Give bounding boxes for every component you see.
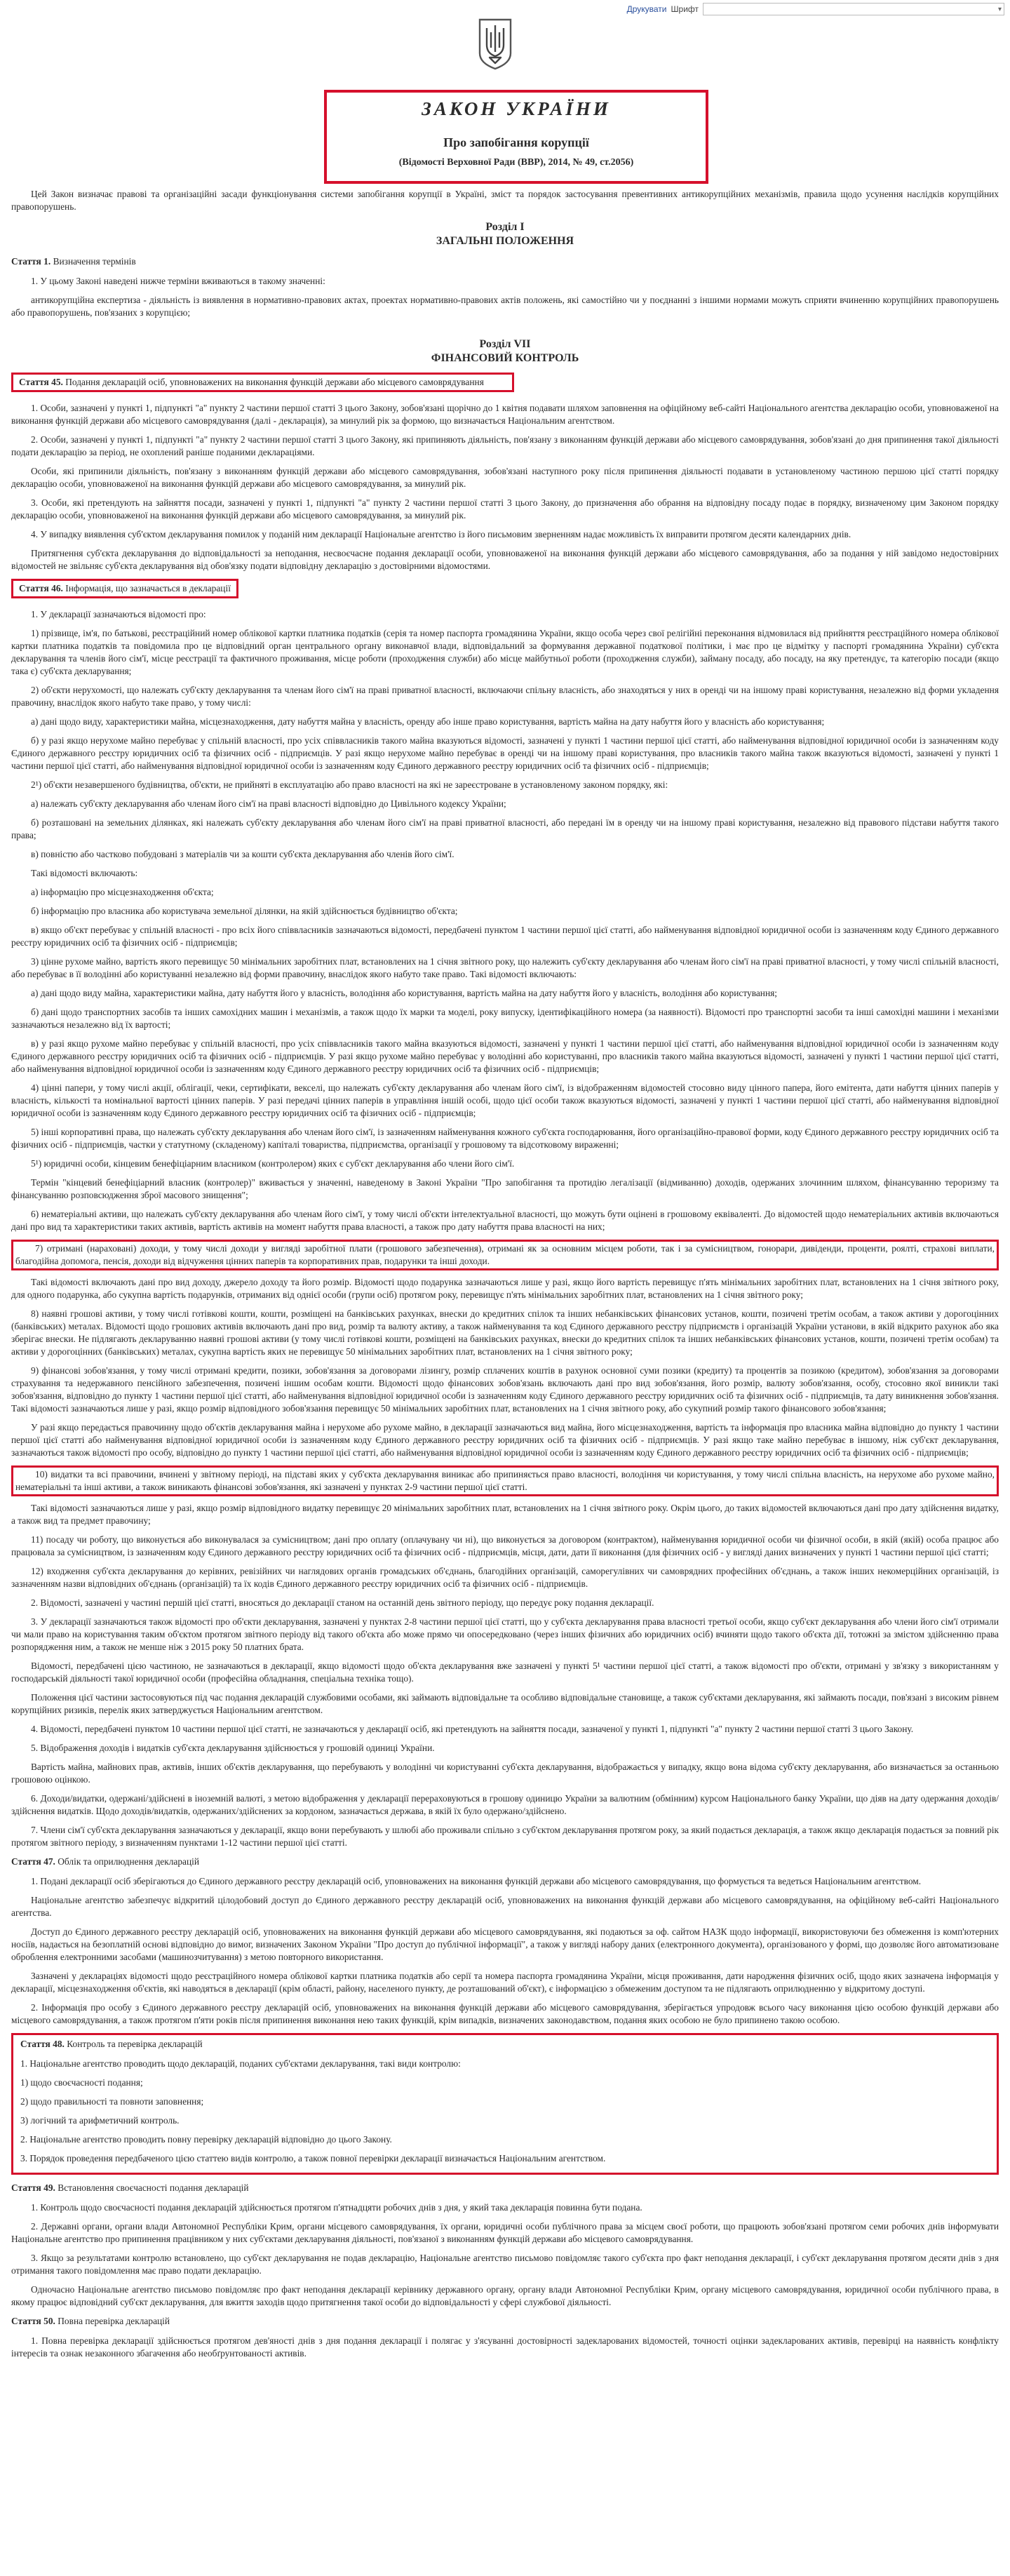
paragraph: 2. Національне агентство проводить повну перевірку декларацій відповідно до цього Закону. [20, 2134, 392, 2145]
paragraph: в) у разі якщо рухоме майно перебуває у спільній власності, про усіх співвласників такого майна вказуються відомості, зазначені у пункті 1 частини першої цієї статті, або найменування відповідної юридичної особи із зазначенням коду Єдиного державного реєстру юридичних осіб та фізичних осіб - підприємців. У разі якщо рухоме майно перебуває у володінні або користуванні, про власників такого майна вказуються відомості, зазначені у пункті 1 частини першої цієї статті, або найменування відповідної юридичної особи із зазначенням коду Єдиного державного реєстру юридичних осіб та фізичних осіб - підприємців; [11, 1038, 999, 1074]
paragraph: в) повністю або частково побудовані з матеріалів чи за кошти суб'єкта декларування або членів його сім'ї. [31, 849, 454, 859]
paragraph: Такі відомості включають: [31, 868, 138, 878]
paragraph: Такі відомості включають дані про вид доходу, джерело доходу та його розмір. Відомості щодо подарунка зазначаються лише у разі, якщо його вартість перевищує п'ять мінімальних заробітних плат, встановлених на 1 січня звітного року, для одного подарунка, або сукупна вартість подарунків, отриманих від однієї особи (групи осіб) протягом року, перевищує п'ять мінімальних заробітних плат, встановлених на 1 січня звітного року; [11, 1277, 999, 1300]
paragraph: 7. Члени сім'ї суб'єкта декларування зазначаються у декларації, якщо вони перебувають у шлюбі або проживали спільно з суб'єктом декларування протягом року, за який подається декларація, а також якщо декларація подається за повний рік протягом звітного періоду, з визначенням пунктами 1-12 частини першої цієї статті. [11, 1825, 999, 1848]
paragraph: 2) щодо правильності та повноти заповнення; [20, 2096, 204, 2107]
paragraph: 4) цінні папери, у тому числі акції, облігації, чеки, сертифікати, векселі, що належать суб'єкту декларування або членам його сім'ї, із відображенням відомостей стосовно виду цінного папера, його емітента, дати набуття цінних паперів у власність, кількості та номінальної вартості цінних паперів. У разі передачі цінних паперів в управління іншій особі, щодо цієї особи також вказуються відомості, зазначені у пункті 1 частини першої цієї статті, або найменування відповідної юридичної особи із зазначенням коду Єдиного державного реєстру юридичних осіб та фізичних осіб - підприємців; [11, 1082, 999, 1118]
paragraph: Положення цієї частини застосовуються під час подання декларацій службовими особами, які займають відповідальне та особливо відповідальне становище, а також суб'єктами декларування, які займають посади, пов'язані з високим рівнем корупційних ризиків, перелік яких затверджується Національним агентством. [11, 1692, 999, 1715]
paragraph: Відомості, передбачені цією частиною, не зазначаються в декларації, якщо відомості щодо об'єкта декларування вже зазначені у пункті 5¹ частини першої цієї статті, а також відомості про об'єкти, отримані у зв'язку з використанням у господарській діяльності такої юридичної особи (професійна обладнання, спеціальна техніка тощо). [11, 1661, 999, 1684]
article-46-heading: Стаття 46. Інформація, що зазначається в декларації [11, 579, 999, 601]
law-source: (Відомості Верховної Ради (ВВР), 2014, № 49, ст.2056) [398, 157, 634, 168]
paragraph: 12) входження суб'єкта декларування до керівних, ревізійних чи наглядових органів громадських об'єднань, благодійних організацій, саморегулівних чи самоврядних професійних об'єднань, а також інших некомерційних організацій, із зазначенням назви відповідних об'єднань (організацій) та їх кодів Єдиного державного реєстру юридичних осіб та фізичних осіб - підприємців. [11, 1566, 999, 1589]
paragraph: 1. Контроль щодо своєчасності подання декларацій здійснюється протягом п'ятнадцяти робочих днів з дня, у який така декларація повинна бути подана. [31, 2202, 642, 2213]
paragraph: 1. Національне агентство проводить щодо декларацій, поданих суб'єктами декларування, такі види контролю: [20, 2058, 461, 2069]
article-49-heading: Стаття 49. Встановлення своєчасності подання декларацій [11, 2182, 249, 2193]
paragraph: а) належать суб'єкту декларування або членам його сім'ї на праві власності відповідно до Цивільного кодексу України; [31, 798, 506, 809]
paragraph: б) інформацію про власника або користувача земельної ділянки, на якій здійснюється будівництво об'єкта; [31, 906, 458, 916]
paragraph: 5¹) юридичні особи, кінцевим бенефіціарним власником (контролером) яких є суб'єкт декларування або члени його сім'ї. [31, 1158, 515, 1169]
article-1-heading: Стаття 1. Визначення термінів [11, 256, 136, 267]
paragraph: 3. Якщо за результатами контролю встановлено, що суб'єкт декларування не подав декларацію, Національне агентство письмово повідомляє такого суб'єкта про факт неподання декларації, і суб'єкт декларування протягом десяти днів з дня отримання такого повідомлення має право подати декларацію. [11, 2253, 999, 2276]
paragraph: 3. Особи, які претендують на зайняття посади, зазначені у пункті 1, підпункті "а" пункту 2 частини першої статті 3 цього Закону, до призначення або обрання на відповідну посаду подає в порядку, визначеному цим Законом порядку декларацію особи, уповноваженої на виконання функцій держави або місцевого самоврядування, за минулий рік. [11, 497, 999, 521]
paragraph: 5. Відображення доходів і видатків суб'єкта декларування здійснюється у грошовій одиниці України. [31, 1743, 435, 1753]
title-block [324, 90, 708, 184]
paragraph: У разі якщо передається правочинну щодо об'єктів декларування майна і нерухоме або рухоме майно, в декларації зазначаються вид майна, його місцезнаходження, вартість та інформація про власника майна відповідно до пункту 1 частини першої цієї статті або найменування відповідної юридичної особи із зазначенням коду Єдиного державного реєстру юридичних осіб та фізичних осіб - підприємців. У разі якщо таке майно перебуває в іншому, ніж суб'єкт декларування, зазначаються також відомості про особу, відповідно до пункту 1 частини першої цієї статті, або найменування відповідної юридичної особи із зазначенням коду Єдиного державного реєстру юридичних осіб та фізичних осіб - підприємців; [11, 1422, 999, 1458]
document-body [11, 188, 999, 2366]
intro-paragraph: Цей Закон визначає правові та організаційні засади функціонування системи запобігання корупції в Україні, зміст та порядок застосування превентивних антикорупційних механізмів, правила щодо усунення наслідків корупційних правопорушень. [11, 189, 999, 212]
highlighted-income-item [11, 1240, 999, 1270]
font-select[interactable] [703, 3, 1004, 15]
toolbar [621, 0, 1010, 18]
paragraph: 4. У випадку виявлення суб'єктом декларування помилок у поданій ним декларації Національне агентство із його письмовим зверненням надає можливість їх виправити протягом десяти календарних днів. [31, 529, 851, 539]
paragraph: 3. У декларації зазначаються також відомості про об'єкти декларування, зазначені у пунктах 2-8 частини першої цієї статті, що у суб'єкта декларування права власності третьої особи, якщо суб'єкт декларування або члени його сім'ї отримали чи мали право на користування таким об'єктом протягом звітного періоду від такого об'єкта або може прямо чи опосередковано (через інших фізичних або юридичних осіб) вчиняти щодо такого об'єкта дії, тотожні за змістом здійсненню права розпорядження ним, а також не менше ніж з 2015 року 50 платних брата. [11, 1616, 999, 1652]
paragraph: а) інформацію про місцезнаходження об'єкта; [31, 887, 214, 897]
article-48-block [11, 2033, 999, 2175]
trident-emblem-icon [477, 17, 513, 70]
font-label: Шрифт [671, 4, 699, 14]
paragraph: 6. Доходи/видатки, одержані/здійснені в іноземній валюті, з метою відображення у декларації перераховуються в грошову одиницю України за валютним (обмінним) курсом Національного банку України, що діяв на дату одержання доходів/здійснення видатків. Щодо доходів/видатків, одержаних/здійснених за кордоном, зазначається держава, в якій їх було одержано/здійснено. [11, 1793, 999, 1816]
section-7-heading: Розділ VII ФІНАНСОВИЙ КОНТРОЛЬ [431, 338, 579, 364]
article-47-heading: Стаття 47. Облік та оприлюднення декларацій [11, 1856, 200, 1867]
paragraph: 3. Порядок проведення передбаченого цією статтею видів контролю, а також повної перевірки декларації визначається Національним агентством. [20, 2153, 606, 2164]
paragraph: 3) логічний та арифметичний контроль. [20, 2115, 180, 2126]
article-45-heading: Стаття 45. Подання декларацій осіб, уповноважених на виконання функцій держави або місцевого самоврядування [11, 373, 999, 395]
highlighted-expenses-item [11, 1465, 999, 1496]
paragraph: 2. Особи, зазначені у пункті 1, підпункті "а" пункту 2 частини першої статті 3 цього Закону, які припиняють діяльність, пов'язану з виконанням функцій держави або місцевого самоврядування, зобов'язані до дня припинення такої діяльності подати декларацію за період, не охоплений раніше поданими деклараціями. [11, 434, 999, 457]
paragraph: а) дані щодо виду, характеристики майна, місцезнаходження, дату набуття майна у власність, оренду або інше право користування, вартість майна на дату набуття його у власність або користування; [31, 716, 825, 727]
paragraph: 2¹) об'єкти незавершеного будівництва, об'єкти, не прийняті в експлуатацію або право власності на які не зареєстроване в установленому законом порядку, які: [31, 779, 668, 790]
print-link[interactable]: Друкувати [626, 4, 667, 14]
paragraph: Такі відомості зазначаються лише у разі, якщо розмір відповідного видатку перевищує 20 мінімальних заробітних плат, встановлених на 1 січня звітного року. Окрім цього, до таких відомостей включаються дані про дату здійснення видатку, а також вид та предмет правочину; [11, 1503, 999, 1526]
paragraph: антикорупційна експертиза - діяльність із виявлення в нормативно-правових актах, проектах нормативно-правових актів положень, які самостійно чи у поєднанні з іншими нормами можуть сприяти вчиненню корупційних правопорушень або правопорушень, пов'язаних з корупцією; [11, 295, 999, 318]
article-50-heading: Стаття 50. Повна перевірка декларацій [11, 2316, 170, 2326]
paragraph: 1. Повна перевірка декларації здійснюється протягом дев'яності днів з дня подання декларації і полягає у з'ясуванні достовірності задекларованих відомостей, точності оцінки задекларованих активів, перевірці на наявність конфлікту інтересів та ознак незаконного збагачення або необґрунтованості активів. [11, 2335, 999, 2359]
paragraph: 5) інші корпоративні права, що належать суб'єкту декларування або членам його сім'ї, із зазначенням найменування кожного суб'єкта господарювання, його організаційно-правової форми, коду Єдиного державного реєстру юридичних осіб та фізичних осіб - підприємців, частки у статутному (складеному) капіталі товариства, підприємства, організації у грошовому та відсотковому вираженні; [11, 1127, 999, 1150]
paragraph: 1. У декларації зазначаються відомості про: [31, 609, 206, 619]
paragraph: Національне агентство забезпечує відкритий цілодобовий доступ до Єдиного державного реєстру декларацій осіб, уповноважених на виконання функцій держави або місцевого самоврядування, на офіційному веб-сайті Національного агентства. [11, 1895, 999, 1918]
paragraph: 8) наявні грошові активи, у тому числі готівкові кошти, кошти, розміщені на банківських рахунках, внески до кредитних спілок та інших небанківських фінансових установ, кошти, позичені третім особам, а також активи у дорогоцінних (банківських) металах. Відомості щодо грошових активів включають дані про вид, розмір та валюту активу, а також найменування та код Єдиного державного реєстру підприємств і організацій України установи, в якій відкрито рахунок або яка зберігає внески. Не підлягають декларуванню наявні грошові активи (у тому числі готівкові кошти, розміщені на банківських рахунках, внески до кредитних спілок та інших небанківських фінансових установ, кошти, позичені третім особам) та активи у дорогоцінних (банківських) металах, сукупна вартість яких не перевищує 50 мінімальних заробітних плат, встановлених на 1 січня звітного року; [11, 1308, 999, 1357]
paragraph: Особи, які припинили діяльність, пов'язану з виконанням функцій держави або місцевого самоврядування, зобов'язані наступного року після припинення діяльності подавати в установленому частиною першою цієї статті порядку декларацію особи, уповноваженої на виконання функцій держави або місцевого самоврядування, за минулий рік. [11, 466, 999, 489]
paragraph: 2. Відомості, зазначені у частині першій цієї статті, вносяться до декларації станом на останній день звітного періоду, що передує року подання декларації. [31, 1597, 654, 1608]
paragraph: в) якщо об'єкт перебуває у спільній власності - про всіх його співвласників зазначаються відомості, передбачені пунктом 1 частини першої цієї статті, або найменування відповідної юридичної особи із зазначенням коду Єдиного державного реєстру юридичних осіб та фізичних осіб - підприємців; [11, 925, 999, 948]
paragraph: 3) цінне рухоме майно, вартість якого перевищує 50 мінімальних заробітних плат, встановлених на 1 січня звітного року, що належить суб'єкту декларування або членам його сім'ї на праві приватної власності, у тому числі спільній власності, або перебуває в її володінні або користуванні незалежно від форми правочину, внаслідок якого набуто таке право. Такі відомості включають: [11, 956, 999, 979]
paragraph: 6) нематеріальні активи, що належать суб'єкту декларування або членам його сім'ї, у тому числі об'єкти інтелектуальної власності, що можуть бути оцінені в грошовому еквіваленті. До відомостей щодо нематеріальних активів включаються дані про вид та характеристики таких активів, вартість активів на момент набуття права власності, а також про дату набуття права власності на них; [11, 1209, 999, 1232]
paragraph: 1. У цьому Законі наведені нижче терміни вживаються в такому значенні: [31, 276, 325, 286]
section-1-heading: Розділ I ЗАГАЛЬНІ ПОЛОЖЕННЯ [436, 221, 574, 247]
paragraph: б) у разі якщо нерухоме майно перебуває у спільній власності, про усіх співвласників такого майна вказуються відомості, зазначені у пункті 1 частини першої цієї статті, або найменування відповідної юридичної особи із зазначенням коду Єдиного державного реєстру юридичних осіб та фізичних осіб - підприємців. У разі якщо нерухоме майно перебуває в оренді чи на іншому праві користування, про власників такого майна також вказуються відомості, зазначені у пункті 1 частини першої цієї статті, або найменування відповідної юридичної особи із зазначенням коду Єдиного державного реєстру юридичних осіб та фізичних осіб - підприємців; [11, 735, 999, 771]
paragraph: Одночасно Національне агентство письмово повідомляє про факт неподання декларації керівнику державного органу, органу влади Автономної Республіки Крим, органу місцевого самоврядування, юридичної особи публічного права, в якому працює відповідний суб'єкт декларування, для вжиття заходів щодо притягнення такої особи до відповідальності у сфері службової діяльності. [11, 2284, 999, 2307]
paragraph: Доступ до Єдиного державного реєстру декларацій осіб, уповноважених на виконання функцій держави або місцевого самоврядування, які подаються за оф. сайтом НАЗК щодо інформації, використовуючи без обмеження із комп'ютерних носіїв, надається на безоплатній основі відповідно до вимог, визначених Законом України "Про доступ до публічної інформації", а також у вигляді набору даних (електронного документа), організованого у формі, що дозволяє його автоматизоване оброблення електронними засобами (машинозчитування) з метою повторного використання. [11, 1926, 999, 1962]
paragraph: 1) прізвище, ім'я, по батькові, реєстраційний номер облікової картки платника податків (серія та номер паспорта громадянина України, якщо особа через свої релігійні переконання відмовилася від прийняття реєстраційного номера облікової картки платника податків та повідомила про це відповідний орган центрального органу виконавчої влади, відповідальний за формування державної податкової політики, і має про це відмітку у паспорті громадянина України) суб'єкта декларування та членів його сім'ї, місце реєстрації та фактичного проживання, місце роботи (проходження служби) або місце майбутньої роботи (проходження служби), займану посаду, або посаду, на яку претендує, та категорію посади (якщо така є) суб'єкта декларування; [11, 628, 999, 676]
paragraph: 2) об'єкти нерухомості, що належать суб'єкту декларування та членам його сім'ї на праві приватної власності, включаючи спільну власність, або знаходяться у них в оренді чи на іншому праві користування, незалежно від форми укладення правочину, внаслідок якого набуто таке право, у тому числі: [11, 685, 999, 708]
chevron-down-icon: ▾ [997, 5, 1002, 13]
paragraph: 2. Інформація про особу з Єдиного державного реєстру декларацій осіб, уповноважених на виконання функцій держави або місцевого самоврядування, зберігається упродовж всього часу виконання цією особою функцій держави або місцевого самоврядування, а також протягом п'яти років після припинення виконання нею таких функцій, крім випадків, визначених законодавством, подання яких особою не було припинено такою особою. [11, 2002, 999, 2025]
paragraph: 4. Відомості, передбачені пунктом 10 частини першої цієї статті, не зазначаються у декларації осіб, які претендують на зайняття посади, зазначеної у пункті 1, підпункті "а" пункту 2 частини першої статті 3 цього Закону. [31, 1724, 914, 1734]
paragraph: 1. Особи, зазначені у пункті 1, підпункті "а" пункту 2 частини першої статті 3 цього Закону, зобов'язані щорічно до 1 квітня подавати шляхом заповнення на офіційному веб-сайті Національного агентства декларацію особи, уповноваженої на виконання функцій держави або місцевого самоврядування (далі - декларація), за минулий рік за формою, що визначається Національним агентством. [11, 403, 999, 426]
paragraph: 9) фінансові зобов'язання, у тому числі отримані кредити, позики, зобов'язання за договорами лізингу, розмір сплачених коштів в рахунок основної суми позики (кредиту) та процентів за позикою (кредитом), зобов'язання за договорами страхування та недержавного пенсійного забезпечення, позичені іншим особам кошти. Відомості щодо фінансових зобов'язань включають дані про вид зобов'язання, його розмір, валюту зобов'язання, особу, стосовно якої виникли такі зобов'язання, відповідно до пункту 1 частини першої цієї статті, або найменування відповідної юридичної особи із зазначенням коду Єдиного державного реєстру юридичних осіб та фізичних осіб - підприємців, та дату виникнення зобов'язання. Такі відомості зазначаються лише у разі, якщо розмір відповідного зобов'язання перевищує 50 мінімальних заробітних плат, встановлених на 1 січня звітного року, або сукупний розмір такого фінансового зобов'язання; [11, 1365, 999, 1414]
paragraph: Зазначені у деклараціях відомості щодо реєстраційного номера облікової картки платника податків або серії та номера паспорта громадянина України, місця проживання, дати народження фізичних осіб, щодо яких зазначена інформація у декларації, місцезнаходження об'єктів, які наводяться в декларації (крім області, району, населеного пункту, де розташований об'єкт), є інформацією з обмеженим доступом та не підлягають оприлюдненню у відкритому доступі. [11, 1971, 999, 1994]
paragraph: 1) щодо своєчасності подання; [20, 2077, 143, 2088]
article-48-heading: Стаття 48. Контроль та перевірка декларацій [20, 2039, 203, 2049]
paragraph: 11) посаду чи роботу, що виконується або виконувалася за сумісництвом; дані про оплату (оплачувану чи ні), що виконується за договором (контрактом), найменування юридичної особи чи фізичної особи, в якій (якій) особа працює або працювала за сумісництвом, із зазначенням коду Єдиного державного реєстру юридичних осіб та фізичних осіб - підприємців, місця, дати, дати її виконання (для фізичних осіб - у вигляді даних визначених у пункті 1 частини першої цієї статті; [11, 1534, 999, 1557]
paragraph: Притягнення суб'єкта декларування до відповідальності за неподання, несвоєчасне подання декларації особи, уповноваженої на виконання функцій держави або місцевого самоврядування, або за подання у ній завідомо недостовірних відомостей не звільняє суб'єкта декларування від обов'язку подати відповідну декларацію з достовірними відомостями. [11, 548, 999, 571]
paragraph: б) дані щодо транспортних засобів та інших самохідних машин і механізмів, а також щодо їх марки та моделі, року випуску, ідентифікаційного номера (за наявності). Відомості про транспортні засоби та інші самохідні машини і механізми зазначаються незалежно від їх вартості; [11, 1007, 999, 1030]
paragraph: Вартість майна, майнових прав, активів, інших об'єктів декларування, що перебувають у володінні чи користуванні суб'єкта декларування, відображається у випадку, якщо вона відома суб'єкту декларування, або визначається за останньою грошовою оцінкою. [11, 1762, 999, 1785]
law-subtitle: Про запобігання корупції [443, 135, 589, 149]
paragraph: б) розташовані на земельних ділянках, які належать суб'єкту декларування або членам його сім'ї на праві приватної власності, або передані їм в оренду чи на іншому праві користування, незалежно від правового підстави набуття такого права; [11, 817, 999, 840]
paragraph: 1. Подані декларації осіб зберігаються до Єдиного державного реєстру декларацій осіб, уповноважених на виконання функцій держави або місцевого самоврядування, що формується та ведеться Національним агентством. [31, 1876, 922, 1886]
paragraph: а) дані щодо виду майна, характеристики майна, дату набуття його у власність, володіння або користування, вартість майна на дату набуття його у власність, володіння або користування; [31, 988, 778, 998]
paragraph: 2. Державні органи, органи влади Автономної Республіки Крим, органи місцевого самоврядування, їх органи, юридичні особи публічного права за місцем своєї роботи, що працюють зобов'язані протягом семи робочих днів інформувати Національне агентство про припинення працівником у них суб'єктами декларування діяльності, пов'язаної з виконанням функцій держави або місцевого самоврядування. [11, 2221, 999, 2244]
paragraph: 7) отримані (нараховані) доходи, у тому числі доходи у вигляді заробітної плати (грошового забезпечення), отримані як за основним місцем роботи, так і за сумісництвом, гонорари, дивіденди, проценти, роялті, страхові виплати, благодійна допомога, пенсія, доходи від відчуження цінних паперів та корпоративних прав, подарунки та інші доходи. [15, 1243, 995, 1266]
paragraph: 10) видатки та всі правочини, вчинені у звітному періоді, на підставі яких у суб'єкта декларування виникає або припиняється право власності, володіння чи користування, у тому числі спільна власність, на нерухоме або рухоме майно, нематеріальні та інші активи, а також виникають фінансові зобов'язання, які зазначені у пунктах 2-9 частини першої цієї статті. [15, 1469, 995, 1492]
law-title: ЗАКОН УКРАЇНИ [422, 98, 611, 119]
paragraph: Термін "кінцевий бенефіціарний власник (контролер)" вживається у значенні, наведеному в Законі України "Про запобігання та протидію легалізації (відмиванню) доходів, одержаних злочинним шляхом, фінансуванню тероризму та фінансуванню розповсюдження зброї масового знищення"; [11, 1177, 999, 1200]
